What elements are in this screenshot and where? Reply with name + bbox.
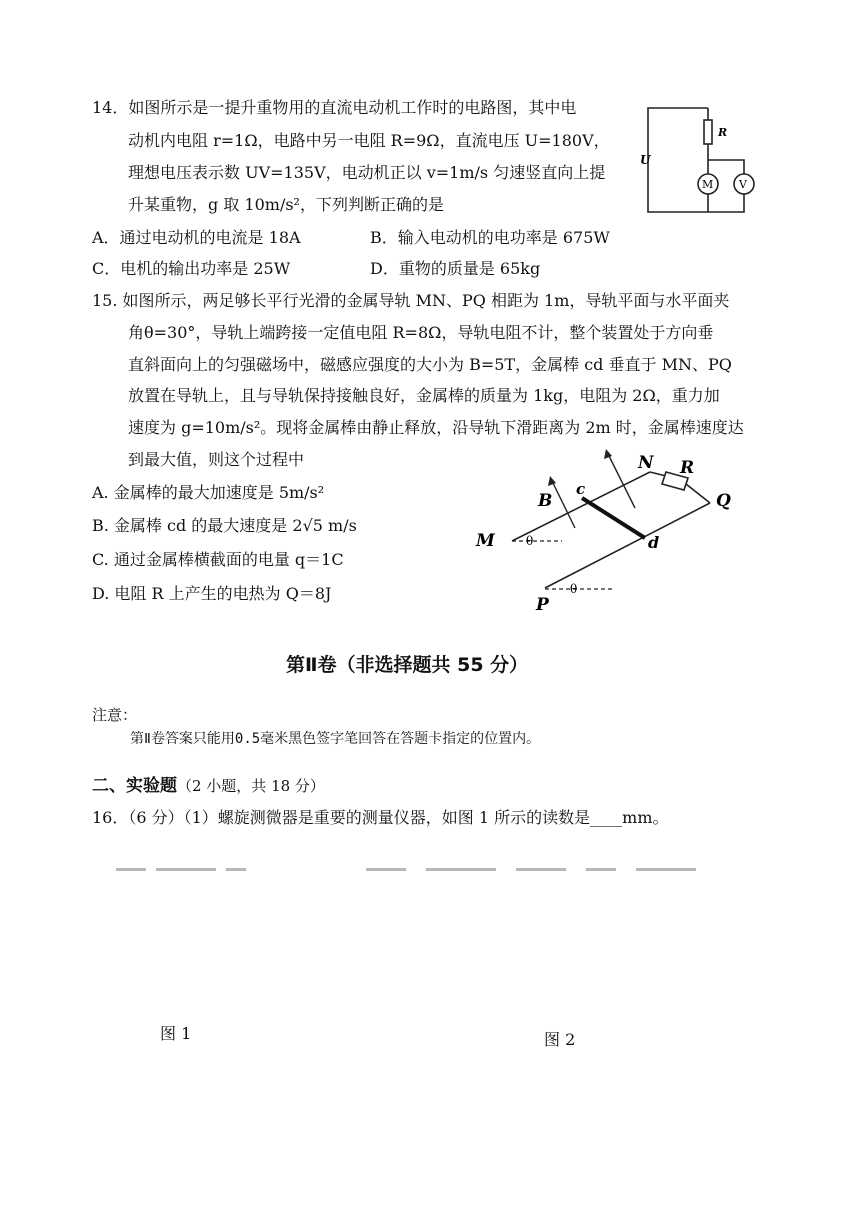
label-c: c: [576, 480, 586, 498]
figure-1-caption: 图 1: [160, 1024, 192, 1043]
q14-option-b: B．输入电动机的电功率是 675W: [370, 228, 610, 247]
label-p: P: [536, 595, 549, 615]
q15-option-b: B. 金属棒 cd 的最大速度是 2√5 m/s: [92, 516, 357, 535]
q14-option-d: D．重物的质量是 65kg: [370, 259, 541, 278]
circuit-label-u: U: [640, 153, 651, 167]
q14-option-a: A．通过电动机的电流是 18A: [92, 228, 301, 247]
experiment-heading: [92, 771, 325, 796]
experiment-heading-sub: （2 小题，共 18 分）: [177, 777, 325, 795]
q14-line-1: 14．如图所示是一提升重物用的直流电动机工作时的电路图，其中电: [92, 98, 577, 117]
label-b: B: [538, 491, 553, 511]
q15-line-4: 放置在导轨上，且与导轨保持接触良好，金属棒的质量为 1kg，电阻为 2Ω，重力加: [128, 386, 720, 405]
label-m: M: [476, 531, 495, 551]
label-r: R: [680, 458, 695, 478]
label-q: Q: [716, 491, 731, 511]
q15-line-2: 角θ=30°，导轨上端跨接一定值电阻 R=8Ω，导轨电阻不计，整个装置处于方向垂: [128, 323, 714, 342]
note-text: 第Ⅱ卷答案只能用0.5毫米黑色签字笔回答在答题卡指定的位置内。: [130, 731, 541, 747]
q14-option-c: C．电机的输出功率是 25W: [92, 259, 291, 278]
q15-line-5: 速度为 g=10m/s²。现将金属棒由静止释放，沿导轨下滑距离为 2m 时，金属棒速度达: [128, 418, 744, 437]
note-label: 注意：: [92, 706, 138, 724]
circuit-label-m: M: [702, 178, 714, 191]
q14-circuit-diagram: [640, 100, 768, 220]
q14-line-4: 升某重物，g 取 10m/s²，下列判断正确的是: [128, 195, 444, 214]
circuit-label-v: V: [739, 178, 747, 191]
q15-rail-diagram: [470, 448, 740, 618]
experiment-heading-title: 二、实验题: [92, 776, 177, 796]
resistor-r-symbol: [704, 120, 712, 144]
figure-2-caption: 图 2: [544, 1030, 576, 1049]
q15-option-a: A. 金属棒的最大加速度是 5m/s²: [92, 483, 325, 502]
label-theta-1: θ: [526, 534, 534, 548]
label-d: d: [648, 533, 660, 552]
q15-line-3: 直斜面向上的匀强磁场中，磁感应强度的大小为 B=5T，金属棒 cd 垂直于 MN、PQ: [128, 355, 732, 374]
circuit-label-r: R: [718, 126, 728, 139]
metal-rod-cd: [582, 498, 645, 538]
label-n: N: [638, 453, 654, 473]
q14-line-3: 理想电压表示数 UV=135V，电动机正以 v=1m/s 匀速竖直向上提: [128, 163, 606, 182]
q15-line-1: 15. 如图所示，两足够长平行光滑的金属导轨 MN、PQ 相距为 1m，导轨平面与水平面夹: [92, 291, 730, 310]
cropped-text-remnant: [116, 858, 716, 864]
q16-line: 16．（6 分）（1）螺旋测微器是重要的测量仪器，如图 1 所示的读数是____mm。: [92, 808, 669, 827]
q15-line-6: 到最大值，则这个过程中: [128, 450, 305, 469]
label-theta-2: θ: [570, 582, 578, 596]
section-2-title: 第Ⅱ卷（非选择题共 55 分）: [286, 654, 529, 676]
q15-option-d: D. 电阻 R 上产生的电热为 Q＝8J: [92, 584, 332, 603]
q15-option-c: C. 通过金属棒横截面的电量 q＝1C: [92, 550, 344, 569]
q14-line-2: 动机内电阻 r=1Ω，电路中另一电阻 R=9Ω，直流电压 U=180V，: [128, 131, 610, 150]
